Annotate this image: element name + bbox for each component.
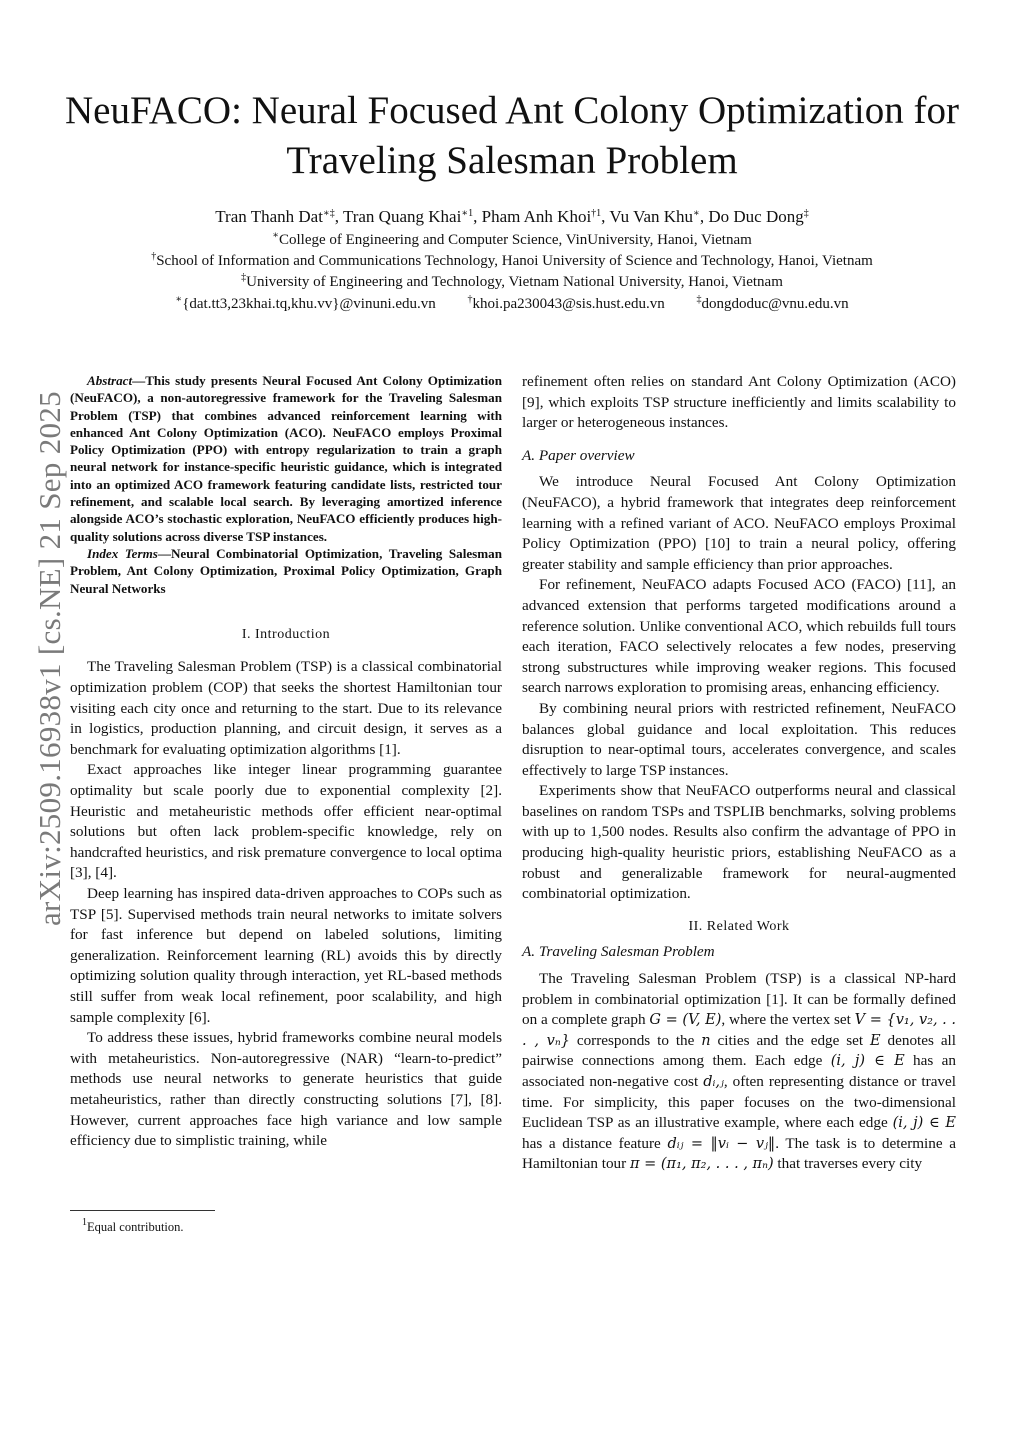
subsection-heading-paper-overview: A. Paper overview — [522, 446, 635, 464]
abstract-label: Abstract — [87, 373, 133, 388]
overview-paragraph-1: We introduce Neural Focused Ant Colony Optimization (NeuFACO), a hybrid framework that integrates deep reinforcement learning with a refined variant of ACO. NeuFACO employs Proximal Policy Optimization (PPO) [10] to train a neural policy, offering greater stability and sample efficiency than prior approaches. — [522, 473, 956, 573]
author-affiliation-mark: †1 — [591, 208, 602, 219]
author-list — [40, 206, 984, 228]
arxiv-identifier[interactable]: arXiv:2509.16938v1 [cs.NE] 21 Sep 2025 — [32, 391, 67, 926]
math-vertex-set: V = {v₁, v₂, . . . , vₙ} — [522, 1012, 956, 1049]
right-column — [522, 372, 956, 1175]
intro-paragraph-2: Exact approaches like integer linear programming guarantee optimality but scale poorly due to exponential complexity [2]. Heuristic and metaheuristic methods offer efficient near-optimal solutions but often lack problem-specific knowledge, rely on handcrafted heuristics, and risk premature convergence to local optima [3], [4]. — [70, 761, 502, 882]
overview-paragraph-4: Experiments show that NeuFACO outperforms neural and classical baselines on random TSPs and TSPLIB benchmarks, solving problems with up to 1,500 nodes. Results also confirm the advantage of PPO in producing high-quality heuristic priors, establishing NeuFACO as a robust and generalizable framework for neural-augmented combinatorial optimization. — [522, 782, 956, 903]
email-line — [40, 294, 984, 315]
author-affiliation-mark: ∗ — [693, 208, 700, 219]
abstract: Abstract—This study presents Neural Focused Ant Colony Optimization (NeuFACO), a non-autoregressive framework for the Traveling Salesman Problem (TSP) that combines advanced reinforcement learning with enhanced Ant Colony Optimization (ACO). NeuFACO employs Proximal Policy Optimization (PPO) with entropy regularization to train a graph neural network for instance-specific heuristic guidance, which is integrated into an optimized ACO framework featuring candidate lists, restricted tour refinement, and scalable local search. By leveraging amortized inference alongside ACO’s stochastic exploration, NeuFACO efficiently produces high-quality solutions across diverse TSP instances. — [70, 373, 502, 544]
email-3[interactable]: ‡dongdoduc@vnu.edu.vn — [696, 294, 849, 312]
author-affiliation-mark: ∗‡ — [322, 208, 335, 219]
intro-paragraph-3: Deep learning has inspired data-driven approaches to COPs such as TSP [5]. Supervised methods train neural networks to imitate solvers for fast inference but depend on labeled solutions, limiting generalization. Reinforcement learning (RL) avoids this by directly optimizing solution quality through interaction, yet RL-based methods still suffer from weak local refinement, poor scalability, and high sample complexity [6]. — [70, 884, 502, 1026]
author-affiliation-mark: ∗1 — [461, 208, 474, 219]
affiliation-3: ‡University of Engineering and Technology, Vietnam National University, Hanoi, Vietnam — [241, 272, 783, 290]
author-affiliation-mark: ‡ — [803, 208, 809, 219]
math-cost: dᵢ,ⱼ — [703, 1074, 724, 1090]
overview-paragraph-3: By combining neural priors with restricted refinement, NeuFACO balances global guidance and local exploitation. This reduces disruption to near-optimal tours, accelerates convergence, and scales effectively to large TSP instances. — [522, 699, 956, 779]
author-name: Vu Van Khu — [609, 207, 694, 226]
overview-paragraph-2: For refinement, NeuFACO adapts Focused ACO (FACO) [11], an advanced extension that performs targeted modifications around a reference solution. Unlike conventional ACO, which rebuilds full tours each iteration, FACO selectively relocates a few nodes, preserving strong substructures while improving weaker regions. This focused search narrows exploration to promising areas, enhancing efficiency. — [522, 576, 956, 697]
tsp-paragraph: The Traveling Salesman Problem (TSP) is a classical NP-hard problem in combinatorial optimization [1]. It can be formally defined on a complete graph G = (V, E), where the vertex set V = {v₁, v₂, . . . , vₙ} corresponds to the n cities and the edge set E denotes all pairwise connections among them. Each edge (i, j) ∈ E has an associated non-negative cost dᵢ,ⱼ, often representing distance or travel time. For simplicity, this paper focuses on the two-dimensional Euclidean TSP as an illustrative example, where each edge (i, j) ∈ E has a distance feature dᵢⱼ = ‖vᵢ − vⱼ‖. The task is to determine a Hamiltonian tour π = (π₁, π₂, . . . , πₙ) that traverses every city — [522, 970, 957, 1173]
author-separator: , — [473, 207, 482, 226]
author-separator: , — [699, 207, 709, 226]
intro-paragraph-4: To address these issues, hybrid frameworks combine neural models with metaheuristics. Non-autoregressive (NAR) “learn-to-predict” methods use neural networks to generate heuristics that guide metaheuristics, rather than directly constructing solutions [7], [8]. However, current approaches face high variance and low sample efficiency due to simplistic training, while — [70, 1029, 502, 1150]
footnote: $^1$Equal contribution. — [82, 1217, 184, 1234]
math-edge: (i, j) ∈ E — [830, 1053, 905, 1070]
affiliation-2: †School of Information and Communications Technology, Hanoi University of Science and Technology, Hanoi, Vietnam — [151, 251, 873, 269]
math-edge-2: (i, j) ∈ E — [892, 1115, 956, 1132]
math-edge-set: E — [870, 1032, 881, 1049]
author-separator: , — [601, 207, 610, 226]
intro-continuation: refinement often relies on standard Ant Colony Optimization (ACO) [9], which exploits TSP structure inefficiently and limits scalability to larger or heterogeneous instances. — [522, 373, 956, 432]
left-column — [70, 372, 502, 1152]
section-heading-related-work: II. Related Work — [688, 918, 790, 934]
author-name: Tran Thanh Dat — [215, 207, 323, 226]
footnote-rule — [70, 1210, 215, 1211]
email-2[interactable]: †khoi.pa230043@sis.hust.edu.vn — [467, 294, 665, 312]
math-n: n — [701, 1032, 711, 1049]
math-tour: π = (π₁, π₂, . . . , πₙ) — [629, 1156, 774, 1173]
index-terms: Index Terms—Neural Combinatorial Optimization, Traveling Salesman Problem, Ant Colony Optimization, Proximal Policy Optimization, Graph Neural Networks — [70, 545, 502, 596]
math-graph: G = (V, E) — [649, 1012, 722, 1029]
email-1[interactable]: ∗{dat.tt3,23khai.tq,khu.vv}@vinuni.edu.vn — [175, 294, 436, 312]
author-separator: , — [334, 207, 343, 226]
author-name: Tran Quang Khai — [342, 207, 462, 226]
intro-paragraph-1: The Traveling Salesman Problem (TSP) is a classical combinatorial optimization problem (COP) that seeks the shortest Hamiltonian tour visiting each city once and returning to the start. Due to its relevance in logistics, production planning, and circuit design, it serves as a benchmark for evaluating optimization algorithms [1]. — [70, 658, 502, 758]
author-name: Pham Anh Khoi — [481, 207, 592, 226]
affiliation-1: ∗College of Engineering and Computer Science, VinUniversity, Hanoi, Vietnam — [272, 230, 752, 248]
subsection-heading-tsp: A. Traveling Salesman Problem — [522, 943, 715, 961]
math-distance: dᵢⱼ = ‖vᵢ − vⱼ‖ — [667, 1135, 776, 1152]
section-heading-introduction: I. Introduction — [241, 626, 331, 642]
author-name: Do Duc Dong — [708, 207, 804, 226]
index-terms-label: Index Terms — [87, 545, 158, 561]
paper-title: NeuFACO: Neural Focused Ant Colony Optimization for Traveling Salesman Problem — [64, 89, 959, 182]
